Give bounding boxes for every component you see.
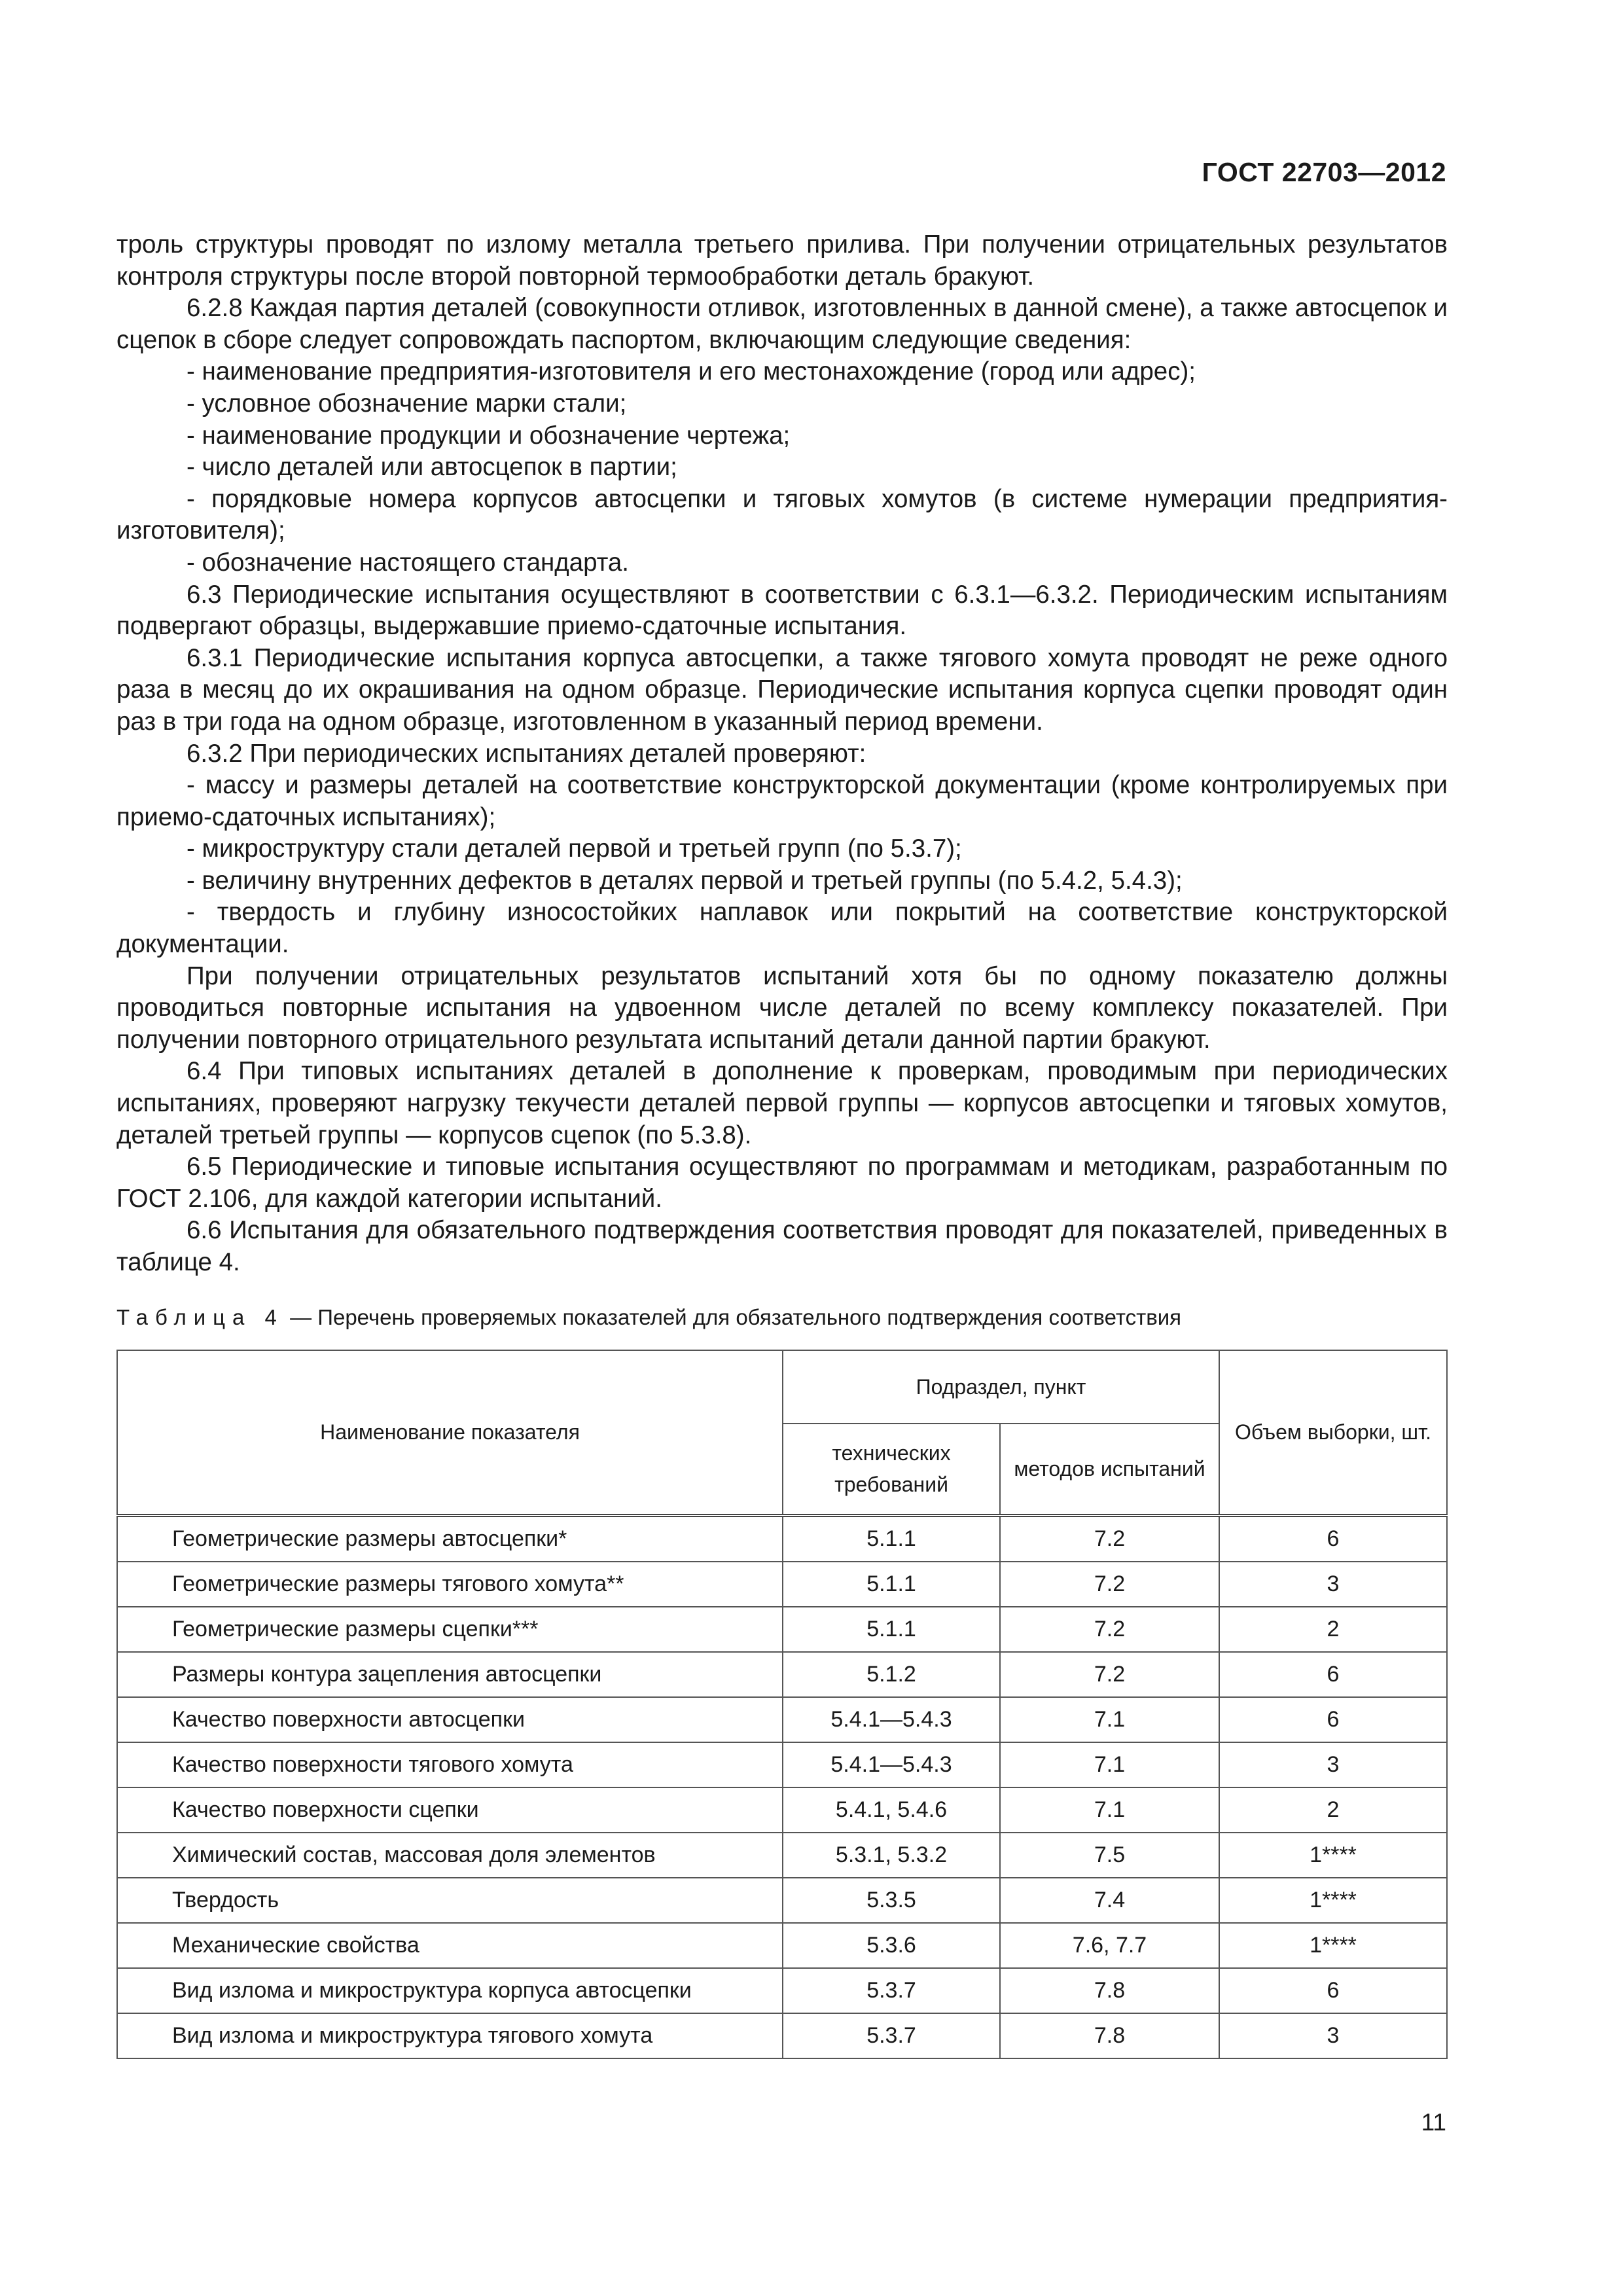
cell-indicator-name: Геометрические размеры тягового хомута**: [117, 1562, 783, 1607]
paragraph: 6.3 Периодические испытания осуществляют в соответствии с 6.3.1—6.3.2. Периодическим испытаниям подвергают образцы, выдержавшие приемо-сдаточные испытания.: [116, 580, 1448, 641]
cell-test-methods: 7.2: [1000, 1652, 1219, 1697]
paragraph: - наименование продукции и обозначение чертежа;: [187, 421, 791, 450]
cell-technical-requirements: 5.1.1: [783, 1515, 1000, 1562]
cell-technical-requirements: 5.3.1, 5.3.2: [783, 1833, 1000, 1878]
paragraph: - величину внутренних дефектов в деталях первой и третьей группы (по 5.4.2, 5.4.3);: [187, 866, 1183, 895]
table-row: [117, 2013, 1447, 2058]
paragraph: - число деталей или автосцепок в партии;: [187, 453, 677, 482]
cell-technical-requirements: 5.1.1: [783, 1607, 1000, 1652]
table-row: [117, 1742, 1447, 1787]
cell-sample-size: 6: [1219, 1515, 1447, 1562]
table-caption-text: — Перечень проверяемых показателей для обязательного подтверждения соответствия: [283, 1305, 1182, 1329]
cell-indicator-name: Твердость: [117, 1878, 783, 1923]
cell-indicator-name: Вид излома и микроструктура корпуса автосцепки: [117, 1968, 783, 2013]
paragraph: - обозначение настоящего стандарта.: [187, 548, 630, 577]
cell-sample-size: 3: [1219, 1742, 1447, 1787]
paragraph: - наименование предприятия-изготовителя и его местонахождение (город или адрес);: [187, 357, 1196, 386]
paragraph: троль структуры проводят по излому металла третьего прилива. При получении отрицательных результатов контроля структуры после второй повторной термообработки деталь бракуют.: [116, 230, 1448, 291]
cell-test-methods: 7.1: [1000, 1742, 1219, 1787]
cell-indicator-name: Геометрические размеры автосцепки*: [117, 1515, 783, 1562]
paragraph: 6.3.2 При периодических испытаниях деталей проверяют:: [187, 739, 866, 768]
paragraph: - массу и размеры деталей на соответствие конструкторской документации (кроме контролируемых при приемо-сдаточных испытаниях);: [116, 771, 1448, 831]
cell-technical-requirements: 5.1.1: [783, 1562, 1000, 1607]
cell-indicator-name: Качество поверхности сцепки: [117, 1787, 783, 1833]
cell-indicator-name: Качество поверхности автосцепки: [117, 1697, 783, 1742]
cell-technical-requirements: 5.4.1—5.4.3: [783, 1697, 1000, 1742]
cell-indicator-name: Качество поверхности тягового хомута: [117, 1742, 783, 1787]
paragraph: При получении отрицательных результатов испытаний хотя бы по одному показателю должны проводиться повторные испытания на удвоенном числе деталей по всему комплексу показателей. При получении повторного отрицательного результата испытаний детали данной партии бракуют.: [116, 961, 1448, 1054]
paragraph: - микроструктуру стали деталей первой и третьей групп (по 5.3.7);: [187, 834, 962, 863]
paragraph: 6.2.8 Каждая партия деталей (совокупности отливок, изготовленных в данной смене), а также автосцепок и сцепок в сборе следует сопровождать паспортом, включающим следующие сведения:: [116, 294, 1448, 354]
header-technical-requirements: [783, 1424, 1000, 1515]
cell-sample-size: 2: [1219, 1607, 1447, 1652]
cell-test-methods: 7.2: [1000, 1515, 1219, 1562]
cell-technical-requirements: 5.3.5: [783, 1878, 1000, 1923]
paragraph: - порядковые номера корпусов автосцепки и тяговых хомутов (в системе нумерации предприятия-изготовителя);: [116, 484, 1448, 545]
indicators-table: [116, 1350, 1448, 2059]
header-subsection: Подраздел, пункт: [783, 1350, 1219, 1424]
table-row: [117, 1562, 1447, 1607]
table-row: [117, 1787, 1447, 1833]
cell-sample-size: 6: [1219, 1652, 1447, 1697]
table-row: [117, 1878, 1447, 1923]
paragraph: 6.3.1 Периодические испытания корпуса автосцепки, а также тягового хомута проводят не реже одного раза в месяц до их окрашивания на одном образце. Периодические испытания корпуса сцепки проводят один раз в три года на одном образце, изготовленном в указанный период времени.: [116, 643, 1448, 736]
paragraph: - твердость и глубину износостойких наплавок или покрытий на соответствие конструкторской документации.: [116, 898, 1448, 959]
table-row: [117, 1968, 1447, 2013]
cell-test-methods: 7.4: [1000, 1878, 1219, 1923]
table-row: [117, 1923, 1447, 1968]
cell-test-methods: 7.5: [1000, 1833, 1219, 1878]
cell-sample-size: 3: [1219, 1562, 1447, 1607]
cell-technical-requirements: 5.3.6: [783, 1923, 1000, 1968]
cell-sample-size: 1****: [1219, 1923, 1447, 1968]
cell-indicator-name: Вид излома и микроструктура тягового хомута: [117, 2013, 783, 2058]
cell-indicator-name: Размеры контура зацепления автосцепки: [117, 1652, 783, 1697]
cell-indicator-name: Химический состав, массовая доля элементов: [117, 1833, 783, 1878]
table-row: [117, 1652, 1447, 1697]
header-technical-requirements-text: технических требований: [832, 1441, 951, 1497]
header-sample-size: [1219, 1350, 1447, 1515]
table-caption: [116, 1304, 1181, 1331]
cell-sample-size: 1****: [1219, 1833, 1447, 1878]
header-sample-size-text: Объем выборки, шт.: [1234, 1420, 1432, 1444]
cell-technical-requirements: 5.4.1—5.4.3: [783, 1742, 1000, 1787]
cell-sample-size: 6: [1219, 1697, 1447, 1742]
cell-test-methods: 7.1: [1000, 1697, 1219, 1742]
cell-technical-requirements: 5.4.1, 5.4.6: [783, 1787, 1000, 1833]
paragraph: 6.4 При типовых испытаниях деталей в дополнение к проверкам, проводимым при периодических испытаниях, проверяют нагрузку текучести деталей первой группы — корпусов автосцепки и тяговых хомутов, деталей третьей группы — корпусов сцепок (по 5.3.8).: [116, 1057, 1448, 1149]
document-body: [116, 229, 1448, 1279]
header-indicator-name: Наименование показателя: [117, 1350, 783, 1515]
header-test-methods: методов испытаний: [1000, 1424, 1219, 1515]
paragraph: - условное обозначение марки стали;: [187, 389, 627, 418]
cell-test-methods: 7.6, 7.7: [1000, 1923, 1219, 1968]
cell-technical-requirements: 5.1.2: [783, 1652, 1000, 1697]
cell-technical-requirements: 5.3.7: [783, 1968, 1000, 2013]
table-row: [117, 1697, 1447, 1742]
paragraph: 6.6 Испытания для обязательного подтверждения соответствия проводят для показателей, приведенных в таблице 4.: [116, 1216, 1448, 1276]
cell-test-methods: 7.2: [1000, 1562, 1219, 1607]
table-caption-label: Таблица 4: [116, 1305, 284, 1329]
table-row: [117, 1607, 1447, 1652]
cell-test-methods: 7.8: [1000, 1968, 1219, 2013]
paragraph: 6.5 Периодические и типовые испытания осуществляют по программам и методикам, разработанным по ГОСТ 2.106, для каждой категории испытаний.: [116, 1153, 1448, 1213]
table-row: [117, 1515, 1447, 1562]
cell-sample-size: 1****: [1219, 1878, 1447, 1923]
cell-test-methods: 7.8: [1000, 2013, 1219, 2058]
cell-sample-size: 3: [1219, 2013, 1447, 2058]
cell-technical-requirements: 5.3.7: [783, 2013, 1000, 2058]
cell-sample-size: 6: [1219, 1968, 1447, 2013]
cell-sample-size: 2: [1219, 1787, 1447, 1833]
page-number: 11: [1421, 2109, 1446, 2136]
cell-test-methods: 7.2: [1000, 1607, 1219, 1652]
cell-indicator-name: Механические свойства: [117, 1923, 783, 1968]
cell-test-methods: 7.1: [1000, 1787, 1219, 1833]
table-row: [117, 1833, 1447, 1878]
document-header-id: ГОСТ 22703—2012: [1202, 157, 1446, 187]
cell-indicator-name: Геометрические размеры сцепки***: [117, 1607, 783, 1652]
